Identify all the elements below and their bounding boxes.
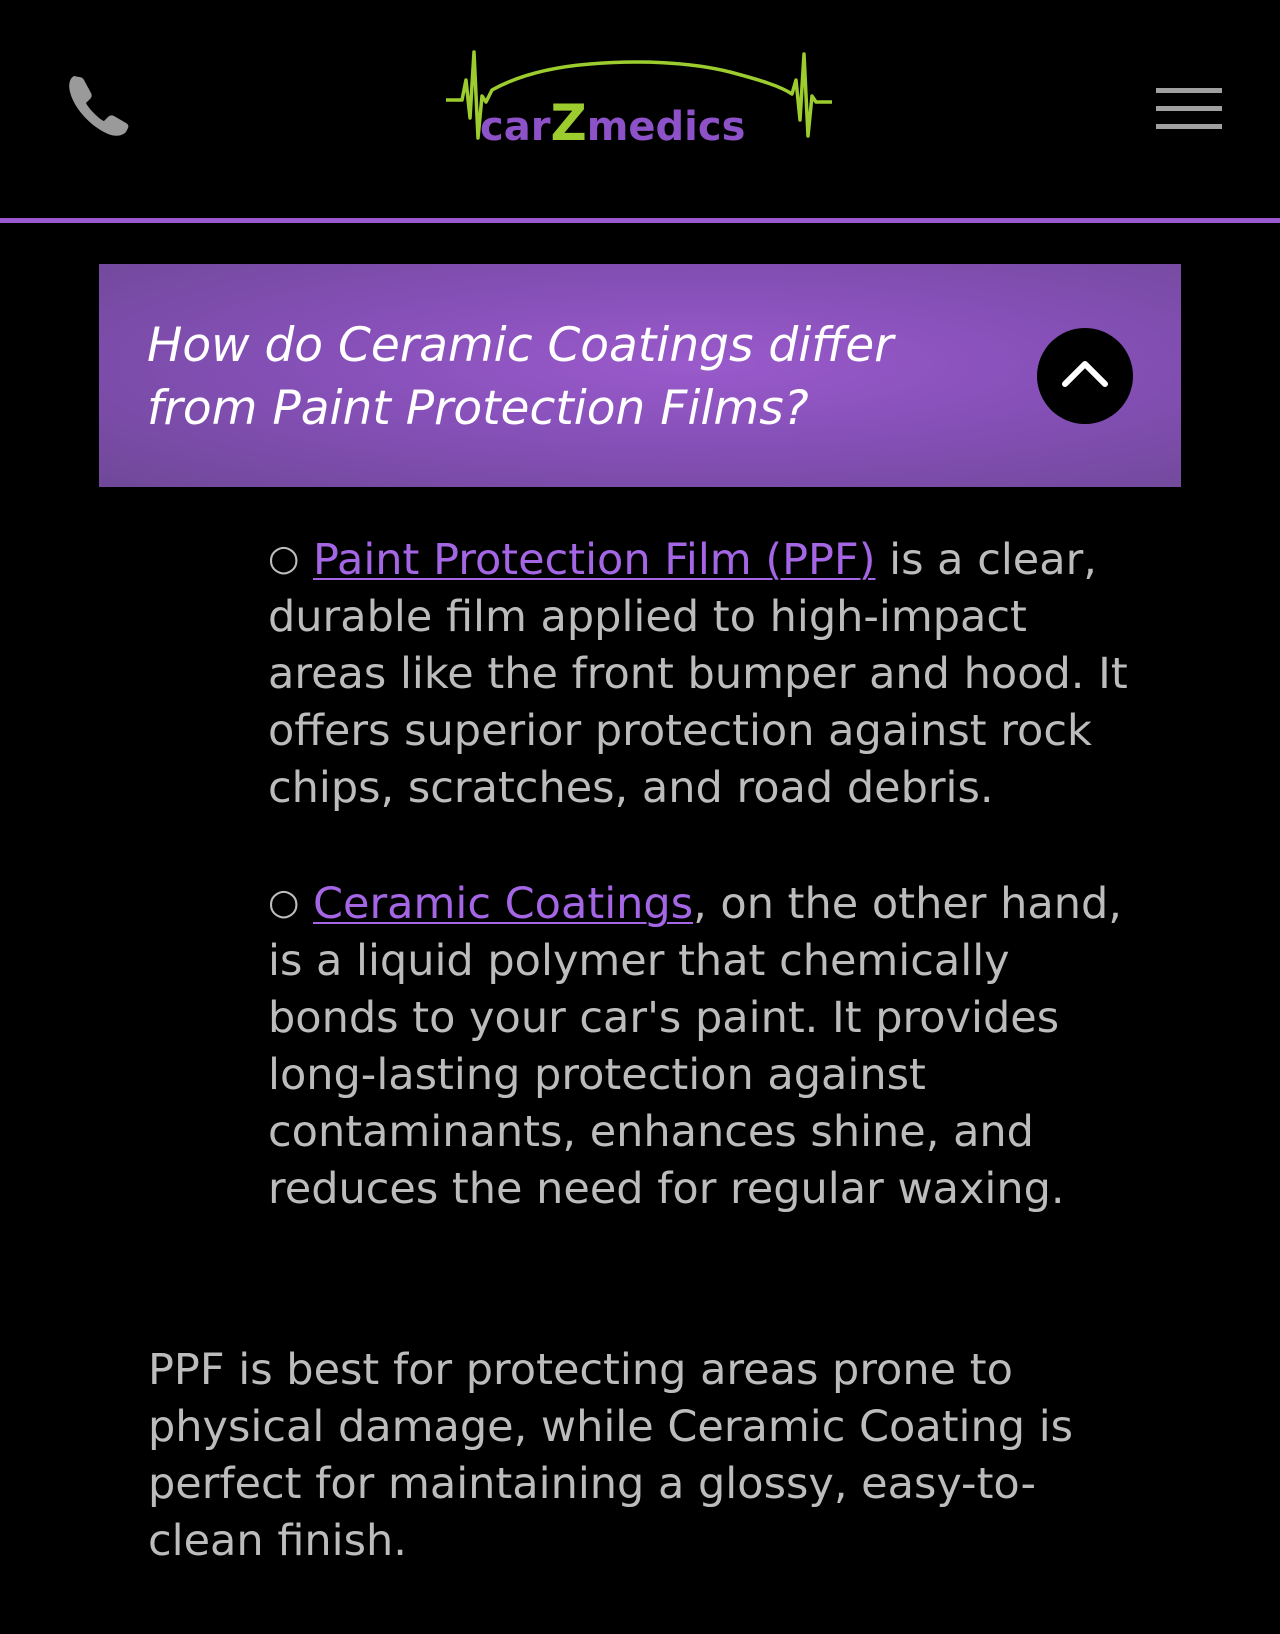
hamburger-menu-icon[interactable] [1150, 80, 1230, 140]
list-item [268, 874, 1148, 1218]
chevron-up-icon [1037, 328, 1133, 424]
ppf-link[interactable]: Paint Protection Film (PPF) [313, 535, 876, 585]
logo-text-z: Z [550, 94, 587, 152]
svg-text:carZmedics [480, 94, 745, 152]
logo-text-medics: medics [586, 104, 746, 150]
bullet-icon: ○ [268, 882, 300, 923]
ceramic-coatings-link[interactable]: Ceramic Coatings [313, 879, 694, 929]
site-header [0, 0, 1280, 218]
carzmedics-logo[interactable] [440, 40, 840, 160]
list-item [268, 530, 1148, 817]
accordion-toggle-button[interactable] [1037, 328, 1133, 424]
header-divider [0, 218, 1280, 223]
answer-summary: PPF is best for protecting areas prone to physical damage, while Ceramic Coating is perfect for maintaining a glossy, easy-to-clean finish. [148, 1345, 1074, 1566]
bullet-icon: ○ [268, 538, 300, 579]
list-item-text: , on the other hand, is a liquid polymer that chemically bonds to your car's paint. It provides long-lasting protection against contaminants, enhances shine, and reduces the need for regular waxing. [268, 879, 1122, 1214]
faq-question[interactable]: How do Ceramic Coatings differ from Paint Protection Films? [147, 318, 894, 436]
faq-accordion-header[interactable] [99, 264, 1181, 487]
phone-icon[interactable] [60, 66, 140, 146]
logo-text-car: car [480, 104, 551, 150]
answer-list [268, 530, 1148, 1275]
list-item-text: is a clear, durable film applied to high-impact areas like the front bumper and hood. It offers superior protection against rock chips, scratches, and road debris. [268, 535, 1128, 813]
